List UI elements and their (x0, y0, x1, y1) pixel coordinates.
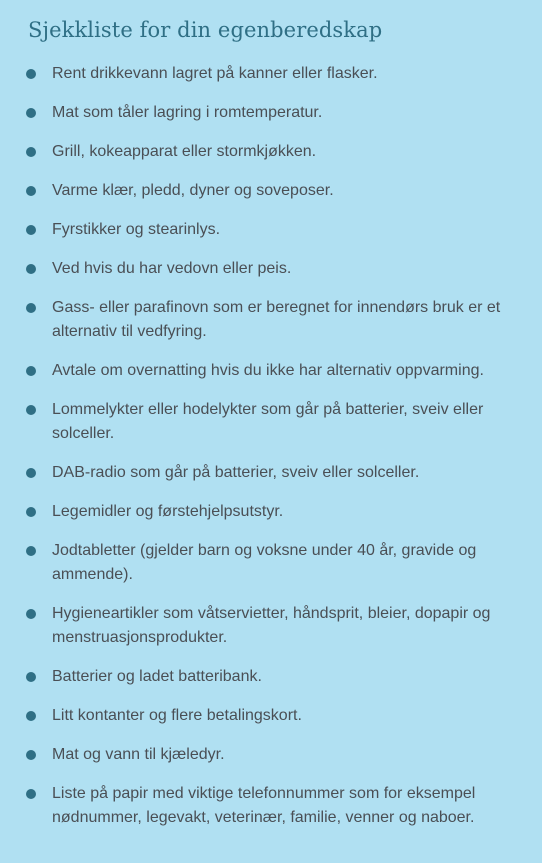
list-item-text: Gass- eller parafinovn som er beregnet for innendørs bruk er et alternativ til vedfyring. (52, 299, 501, 340)
bullet-icon (26, 468, 36, 478)
list-item (26, 179, 516, 203)
bullet-icon (26, 264, 36, 274)
list-item (26, 500, 516, 524)
list-item-text: DAB-radio som går på batterier, sveiv eller solceller. (52, 464, 420, 481)
bullet-icon (26, 609, 36, 619)
checklist (26, 62, 516, 845)
bullet-icon (26, 186, 36, 196)
bullet-icon (26, 147, 36, 157)
list-item (26, 62, 516, 86)
bullet-icon (26, 546, 36, 556)
list-item (26, 782, 516, 830)
list-item (26, 743, 516, 767)
list-item (26, 665, 516, 689)
list-item (26, 539, 516, 587)
list-item-text: Mat og vann til kjæledyr. (52, 746, 225, 763)
list-item (26, 461, 516, 485)
bullet-icon (26, 366, 36, 376)
list-item-text: Ved hvis du har vedovn eller peis. (52, 260, 292, 277)
bullet-icon (26, 711, 36, 721)
bullet-icon (26, 405, 36, 415)
list-item-text: Mat som tåler lagring i romtemperatur. (52, 104, 323, 121)
list-item-text: Jodtabletter (gjelder barn og voksne under 40 år, gravide og ammende). (52, 542, 477, 583)
bullet-icon (26, 69, 36, 79)
list-item-text: Legemidler og førstehjelpsutstyr. (52, 503, 284, 520)
list-item-text: Fyrstikker og stearinlys. (52, 221, 221, 238)
list-item (26, 296, 516, 344)
list-item (26, 140, 516, 164)
list-item (26, 257, 516, 281)
list-item-text: Hygieneartikler som våtservietter, håndsprit, bleier, dopapir og menstruasjonsprodukter. (52, 605, 491, 646)
list-item-text: Varme klær, pledd, dyner og soveposer. (52, 182, 334, 199)
list-item (26, 704, 516, 728)
list-item-text: Lommelykter eller hodelykter som går på batterier, sveiv eller solceller. (52, 401, 484, 442)
bullet-icon (26, 225, 36, 235)
bullet-icon (26, 303, 36, 313)
list-item (26, 218, 516, 242)
list-item (26, 101, 516, 125)
list-item (26, 398, 516, 446)
bullet-icon (26, 750, 36, 760)
list-item-text: Grill, kokeapparat eller stormkjøkken. (52, 143, 317, 160)
list-item-text: Rent drikkevann lagret på kanner eller flasker. (52, 65, 378, 82)
checklist-title: Sjekkliste for din egenberedskap (28, 18, 383, 42)
bullet-icon (26, 507, 36, 517)
list-item-text: Liste på papir med viktige telefonnummer som for eksempel nødnummer, legevakt, veterinær, familie, venner og naboer. (52, 785, 476, 826)
list-item (26, 359, 516, 383)
list-item (26, 602, 516, 650)
bullet-icon (26, 672, 36, 682)
list-item-text: Avtale om overnatting hvis du ikke har alternativ oppvarming. (52, 362, 484, 379)
bullet-icon (26, 108, 36, 118)
bullet-icon (26, 789, 36, 799)
list-item-text: Batterier og ladet batteribank. (52, 668, 262, 685)
list-item-text: Litt kontanter og flere betalingskort. (52, 707, 302, 724)
